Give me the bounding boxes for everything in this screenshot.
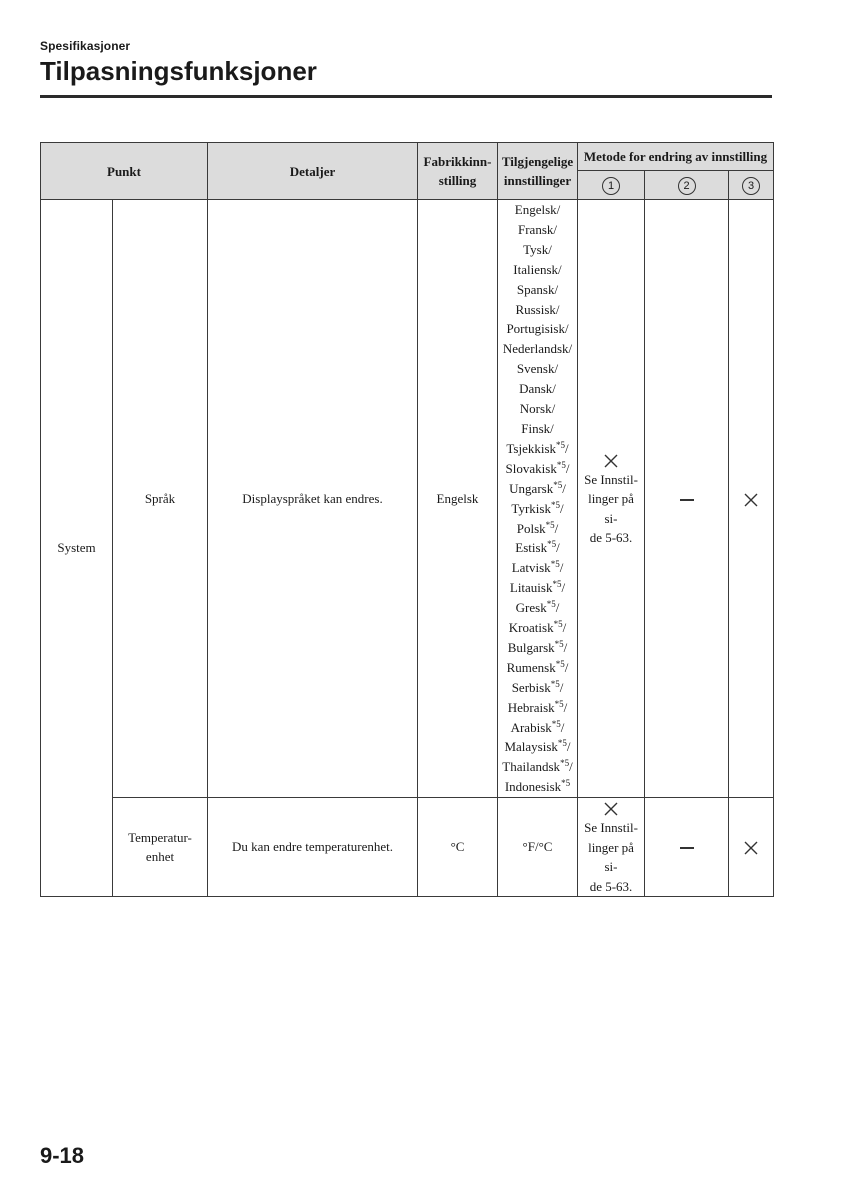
separator: / [565, 440, 569, 456]
separator: / [560, 719, 565, 735]
footnote-marker: *5 [545, 519, 555, 530]
language-name: Engelsk/ [514, 202, 561, 217]
language-name: Portugisisk/ [506, 321, 569, 337]
default-temperatur: °C [418, 798, 498, 897]
language-name: Dansk/ [519, 381, 556, 397]
separator: / [561, 580, 566, 596]
cross-icon [743, 492, 759, 508]
language-option [500, 737, 575, 757]
language-name: Latvisk [511, 560, 551, 576]
customization-table [40, 142, 774, 897]
language-option [500, 698, 575, 718]
row-temperatur [41, 798, 774, 897]
method1-note-line1: Se Innstil- [584, 820, 638, 836]
separator: / [562, 620, 567, 636]
dash-icon [680, 499, 694, 501]
method1-note-line1: Se Innstil- [584, 471, 638, 487]
language-name: Serbisk [511, 679, 551, 695]
language-option [500, 300, 575, 320]
language-option [500, 777, 575, 797]
method3-temperatur [729, 798, 774, 897]
language-option [500, 618, 575, 638]
footnote-marker: *5 [546, 599, 556, 610]
language-name: Slovakisk [505, 460, 557, 476]
separator: / [562, 480, 566, 496]
language-option [500, 359, 575, 379]
language-name: Tsjekkisk [506, 440, 557, 456]
footnote-marker: *5 [547, 539, 557, 550]
language-name: Nederlandsk/ [502, 341, 573, 357]
method1-note-line3: de 5-63. [589, 530, 633, 546]
separator: / [564, 659, 569, 675]
item-temperatur-line2: enhet [145, 849, 175, 865]
header-tilgj-line2: innstillinger [503, 173, 572, 188]
language-option [500, 519, 575, 539]
item-sprak: Språk [113, 200, 208, 798]
language-option [500, 200, 575, 220]
circled-number-1: 1 [602, 177, 620, 195]
footnote-marker: *5 [552, 579, 562, 590]
language-option [500, 538, 575, 558]
language-option [500, 240, 575, 260]
language-name: Svensk/ [516, 361, 559, 377]
footnote-marker: *5 [550, 559, 560, 570]
language-name: Gresk [515, 600, 547, 616]
circled-number-3: 3 [742, 177, 760, 195]
footnote-marker: *5 [555, 658, 565, 669]
section-label: Spesifikasjoner [40, 39, 131, 53]
cross-icon [603, 801, 619, 817]
language-options [498, 200, 578, 798]
language-option [500, 658, 575, 678]
language-name: Indonesisk [504, 779, 562, 795]
separator: / [559, 500, 564, 516]
method1-note-line2: linger på si- [588, 491, 634, 526]
footnote-marker: *5 [560, 758, 570, 769]
language-name: Estisk [515, 540, 548, 556]
separator: / [566, 739, 571, 755]
footnote-marker: *5 [557, 738, 567, 749]
separator: / [569, 759, 573, 775]
language-name: Fransk/ [518, 221, 557, 237]
header-detaljer: Detaljer [208, 143, 418, 200]
separator: / [559, 560, 564, 576]
header-metode: Metode for endring av innstilling [578, 143, 774, 171]
language-name: Hebraisk [507, 699, 555, 715]
row-sprak [41, 200, 774, 798]
language-name: Spansk/ [516, 281, 559, 297]
language-name: Malaysisk [504, 739, 558, 755]
footnote-marker: *5 [556, 439, 566, 450]
language-name: Polsk [516, 520, 546, 536]
title-divider [40, 95, 772, 98]
language-option [500, 379, 575, 399]
header-fabrikkinnstilling [418, 143, 498, 200]
language-option [500, 757, 575, 777]
language-option [500, 419, 575, 439]
language-option [500, 220, 575, 240]
item-temperatur-line1: Temperatur- [128, 830, 192, 846]
separator: / [565, 460, 570, 476]
cross-icon [743, 840, 759, 856]
header-method-2 [645, 171, 729, 200]
language-option [500, 479, 575, 499]
language-option [500, 718, 575, 738]
separator: / [556, 540, 560, 556]
page-number: 9-18 [40, 1143, 85, 1168]
item-temperatur [113, 798, 208, 897]
language-name: Tysk/ [523, 241, 552, 257]
method3-sprak [729, 200, 774, 798]
method1-temperatur [578, 798, 645, 897]
footnote-marker: *5 [550, 499, 560, 510]
language-name: Bulgarsk [507, 639, 555, 655]
group-system: System [41, 200, 113, 897]
language-option [500, 260, 575, 280]
footnote-marker: *5 [550, 678, 560, 689]
language-name: Kroatisk [508, 620, 554, 636]
method1-note-line3: de 5-63. [589, 878, 633, 894]
language-option [500, 578, 575, 598]
header-fabrikk-line2: stilling [438, 173, 477, 188]
language-name: Litauisk [509, 580, 553, 596]
details-sprak: Displayspråket kan endres. [208, 200, 418, 798]
language-name: Russisk/ [515, 301, 560, 317]
language-option [500, 280, 575, 300]
method2-temperatur [645, 798, 729, 897]
footnote-marker: *5 [551, 718, 561, 729]
language-name: Ungarsk [509, 480, 554, 496]
method2-sprak [645, 200, 729, 798]
footnote-marker: *5 [556, 459, 566, 470]
header-fabrikk-line1: Fabrikkinn- [423, 154, 492, 169]
method1-note-line2: linger på si- [588, 839, 634, 875]
footnote-marker: *5 [553, 479, 563, 490]
language-name: Thailandsk [502, 759, 561, 775]
header-method-3 [729, 171, 774, 200]
default-sprak: Engelsk [418, 200, 498, 798]
language-name: Finsk/ [521, 420, 554, 436]
language-option [500, 638, 575, 658]
language-name: Norsk/ [519, 401, 556, 417]
header-row-1 [41, 143, 774, 171]
details-temperatur: Du kan endre temperaturenhet. [208, 798, 418, 897]
method1-sprak [578, 200, 645, 798]
language-name: Italiensk/ [513, 261, 562, 277]
footnote-marker: *5 [553, 619, 563, 630]
separator: / [554, 520, 559, 536]
language-name: Tyrkisk [511, 500, 551, 516]
language-option [500, 558, 575, 578]
separator: / [563, 699, 568, 715]
language-option [500, 459, 575, 479]
header-tilgj-line1: Tilgjengelige [501, 154, 574, 169]
header-punkt: Punkt [41, 143, 208, 200]
footnote-marker: *5 [554, 638, 564, 649]
separator: / [555, 600, 560, 616]
cross-icon [603, 453, 619, 469]
circled-number-2: 2 [678, 177, 696, 195]
dash-icon [680, 847, 694, 849]
language-option [500, 339, 575, 359]
language-option [500, 319, 575, 339]
language-option [500, 678, 575, 698]
header-tilgjengelige [498, 143, 578, 200]
language-name: Rumensk [506, 659, 556, 675]
footnote-marker: *5 [554, 698, 564, 709]
language-option [500, 399, 575, 419]
language-option [500, 598, 575, 618]
options-temperatur: °F/°C [498, 798, 578, 897]
page-title: Tilpasningsfunksjoner [40, 56, 317, 86]
separator: / [563, 639, 568, 655]
language-option [500, 439, 575, 459]
language-name: Arabisk [510, 719, 552, 735]
header-method-1 [578, 171, 645, 200]
language-option [500, 499, 575, 519]
footnote-marker: *5 [561, 778, 571, 789]
separator: / [559, 679, 564, 695]
